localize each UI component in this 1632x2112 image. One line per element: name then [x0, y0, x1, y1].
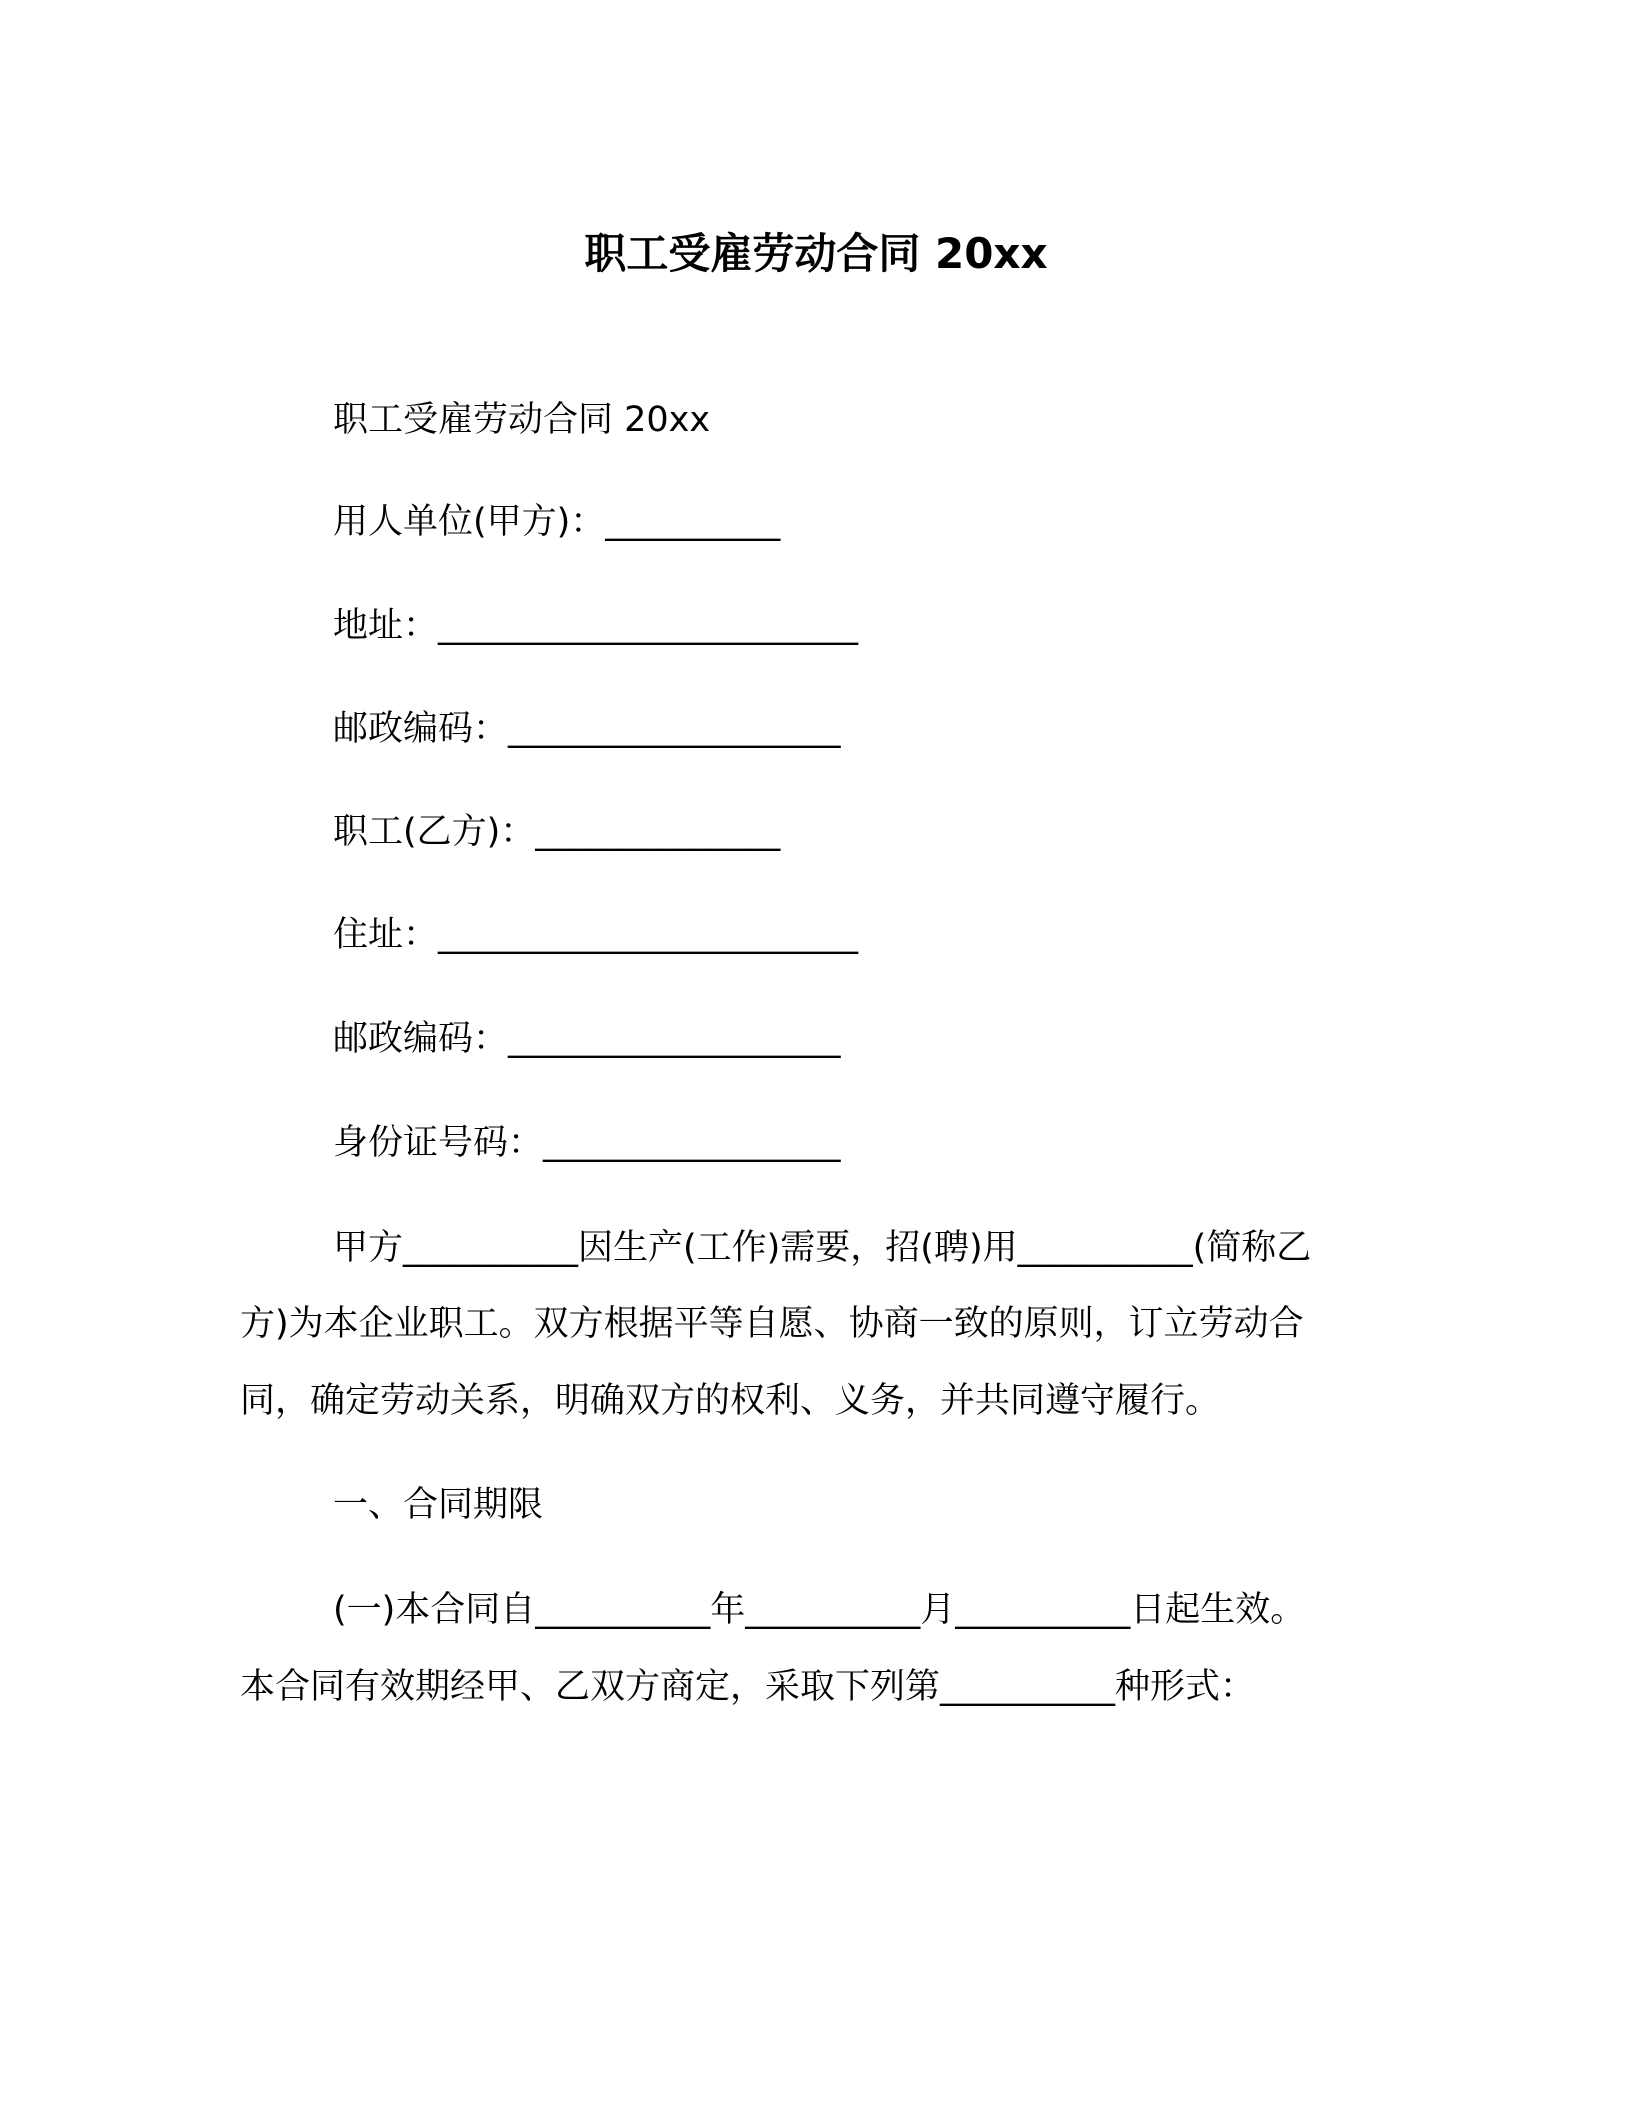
intro-paragraph-line-1: 甲方__________因生产(工作)需要，招(聘)用__________(简称乙: [333, 1228, 1312, 1268]
id-number-field: 身份证号码：_________________: [333, 1123, 841, 1163]
address-field: 地址：________________________: [333, 606, 859, 646]
contract-term-line-1: (一)本合同自__________年__________月__________日起生效。: [333, 1590, 1306, 1630]
section-heading-contract-term: 一、合同期限: [333, 1485, 544, 1525]
employer-field: 用人单位(甲方)：__________: [333, 502, 781, 542]
document-title: 职工受雇劳动合同 20xx: [584, 229, 1048, 278]
postcode-field-employer: 邮政编码：___________________: [333, 709, 841, 749]
postcode-field-employee: 邮政编码：___________________: [333, 1019, 841, 1059]
document-subtitle: 职工受雇劳动合同 20xx: [333, 400, 711, 440]
employee-field: 职工(乙方)：______________: [333, 812, 781, 852]
contract-term-line-2: 本合同有效期经甲、乙双方商定，采取下列第__________种形式：: [240, 1667, 1256, 1707]
intro-paragraph-line-3: 同，确定劳动关系，明确双方的权利、义务，并共同遵守履行。: [240, 1381, 1221, 1421]
residence-field: 住址：________________________: [333, 915, 859, 955]
intro-paragraph-line-2: 方)为本企业职工。双方根据平等自愿、协商一致的原则，订立劳动合: [240, 1304, 1304, 1344]
